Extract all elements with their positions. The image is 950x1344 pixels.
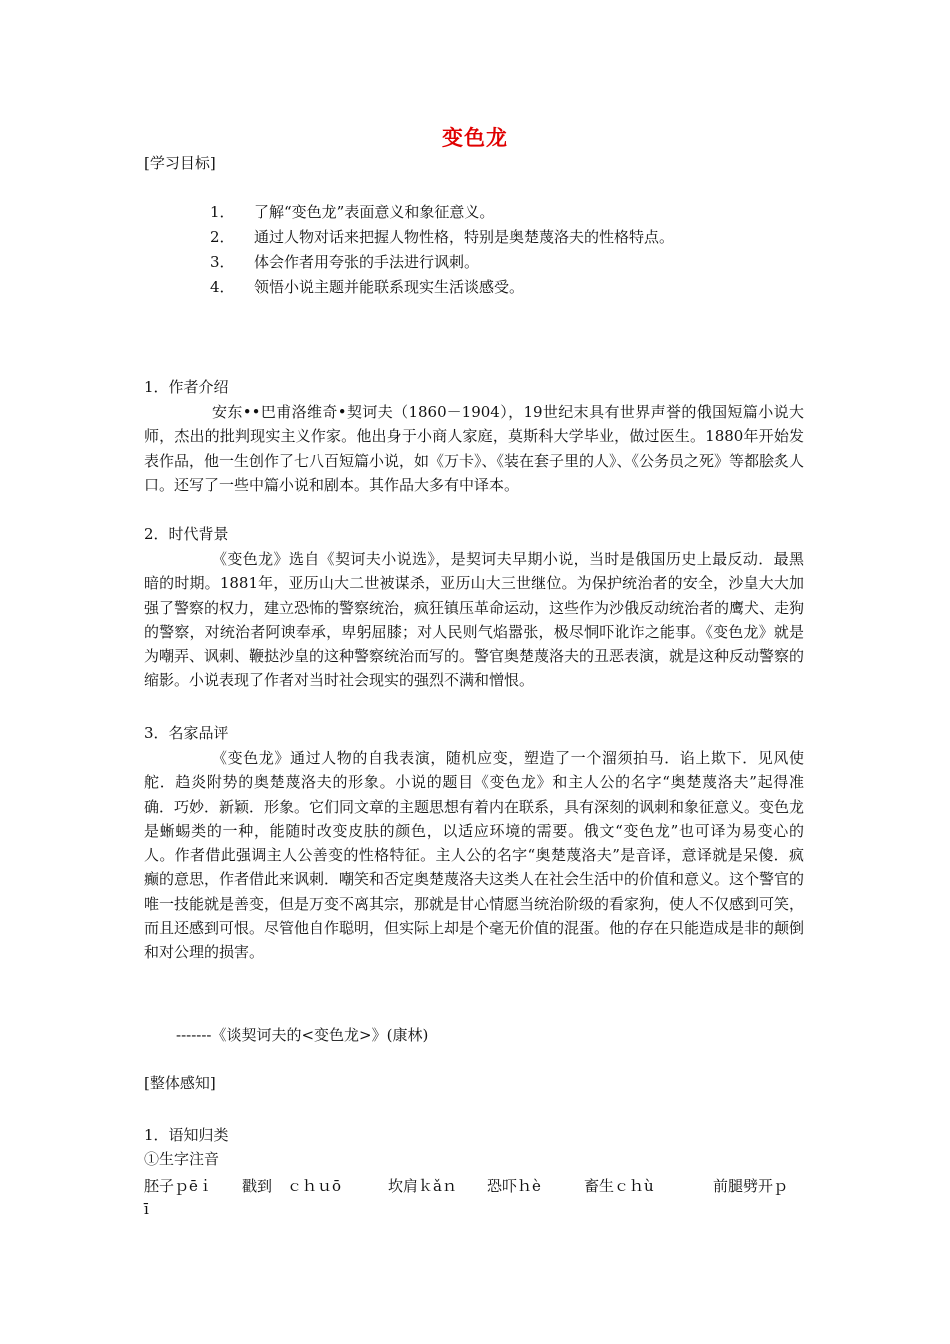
objective-text: 通过人物对话来把握人物性格，特别是奥楚蔑洛夫的性格特点。 [254,228,675,246]
background-paragraph: 《变色龙》选自《契诃夫小说选》，是契诃夫早期小说，当时是俄国历史上最反动．最黑暗的时期。1881年，亚历山大二世被谋杀，亚历山大三世继位。为保护统治者的安全，沙皇大大加强了警察的权力，建立恐怖的警察统治，疯狂镇压革命运动，这些作为沙俄反动统治者的鹰犬、走狗的警察，对统治者阿谀奉承，卑躬屈膝；对人民则气焰嚣张，极尽恫吓讹诈之能事。《变色龙》就是为嘲弄、讽刺、鞭挞沙皇的这种警察统治而写的。警官奥楚蔑洛夫的丑恶表演，就是这种反动警察的缩影。小说表现了作者对当时社会现实的强烈不满和憎恨。 [144,550,805,690]
pinyin-item: 恐吓ｈè [487,1177,541,1195]
objective-number: 2． [210,228,235,246]
pinyin-item: 坎肩ｋǎｎ [388,1177,457,1195]
objective-item [210,275,524,299]
page-title: 变色龙 [442,126,508,150]
review-paragraph: 《变色龙》通过人物的自我表演，随机应变，塑造了一个溜须拍马．谄上欺下．见风使舵．趋炎附势的奥楚蔑洛夫的形象。小说的题目《变色龙》和主人公的名字“奥楚蔑洛夫”起得准确．巧妙．新颖．形象。它们同文章的主题思想有着内在联系，具有深刻的讽刺和象征意义。变色龙是蜥蜴类的一种，能随时改变皮肤的颜色，以适应环境的需要。俄文“变色龙”也可译为易变心的人。作者借此强调主人公善变的性格特征。主人公的名字“奥楚蔑洛夫”是音译，意译就是呆傻．疯癫的意思，作者借此来讽刺．嘲笑和否定奥楚蔑洛夫这类人在社会生活中的价值和意义。这个警官的唯一技能就是善变，但是万变不离其宗，那就是甘心情愿当统治阶级的看家狗，使人不仅感到可笑，而且还感到可恨。尽管他自作聪明，但实际上却是个毫无价值的混蛋。他的存在只能造成是非的颠倒和对公理的损害。 [144,749,805,962]
pinyin-item: 畜生ｃｈù [584,1177,654,1195]
pinyin-item: ī [144,1200,149,1218]
pinyin-item: 胚子ｐēｉ [144,1177,213,1195]
section-heading-background: 2．时代背景 [144,525,229,543]
objective-number: 1． [210,203,235,221]
objective-number: 3． [210,253,235,271]
objective-text: 领悟小说主题并能联系现实生活谈感受。 [254,278,525,296]
objectives-heading: [学习目标] [144,154,216,172]
objective-number: 4． [210,278,235,296]
overall-heading: [整体感知] [144,1074,216,1092]
author-paragraph: 安东••巴甫洛维奇•契诃夫（1860－1904），19世纪末具有世界声誉的俄国短篇小说大师，杰出的批判现实主义作家。他出身于小商人家庭，莫斯科大学毕业，做过医生。1880年开始发表作品，他一生创作了七八百短篇小说，如《万卡》、《装在套子里的人》、《公务员之死》等都脍炙人口。还写了一些中篇小说和剧本。其作品大多有中译本。 [144,403,805,494]
knowledge-subheading: 1．语知归类 [144,1126,229,1144]
pinyin-item: 戳到 ｃｈｕō [242,1177,342,1195]
section-heading-review: 3．名家品评 [144,724,229,742]
objective-item [210,225,674,249]
review-source: -------《谈契诃夫的<变色龙>》(康林) [176,1026,429,1044]
objective-item [210,200,494,224]
pinyin-list [144,1175,804,1225]
objective-text: 体会作者用夸张的手法进行讽刺。 [254,253,480,271]
section-heading-author: 1．作者介绍 [144,378,229,396]
objective-text: 了解“变色龙”表面意义和象征意义。 [254,203,495,221]
objective-item [210,250,479,274]
pinyin-item: 前腿劈开ｐ [713,1177,789,1195]
pronunciation-subheading: ①生字注音 [144,1150,220,1168]
